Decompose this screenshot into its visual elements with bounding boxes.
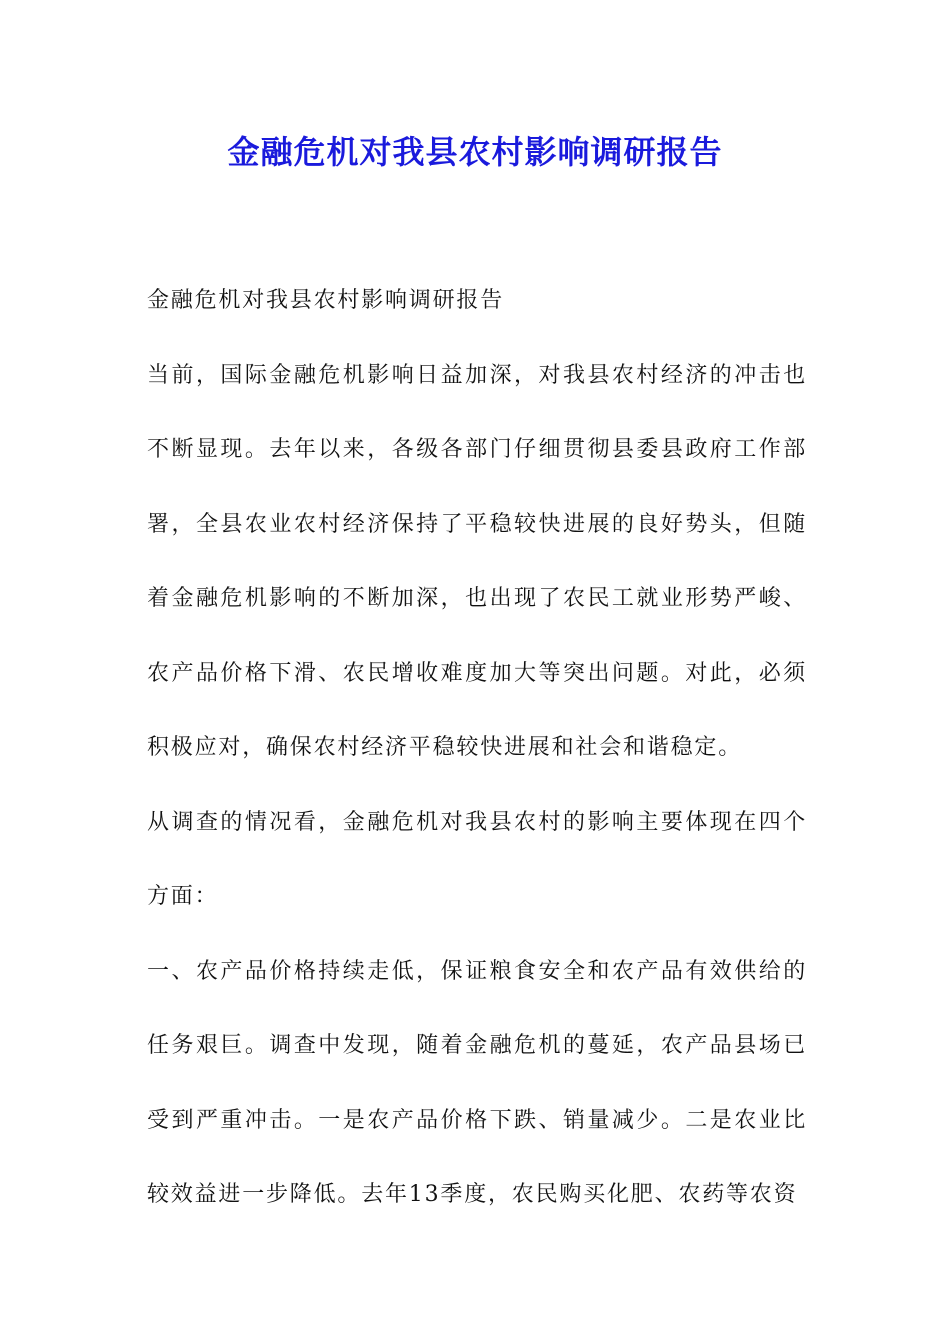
document-body bbox=[147, 264, 807, 1233]
paragraph-survey: 从调查的情况看，金融危机对我县农村的影响主要体现在四个方面： bbox=[147, 809, 807, 909]
document-title: 金融危机对我县农村影响调研报告 bbox=[227, 133, 723, 171]
paragraph-point-one: 一、农产品价格持续走低，保证粮食安全和农产品有效供给的任务艰巨。调查中发现，随着金融危机的蔓延，农产品县场已受到严重冲击。一是农产品价格下跌、销量减少。二是农业比较效益进一步降低。去年13季度，农民购买化肥、农药等农资 bbox=[147, 958, 807, 1207]
paragraph-subtitle: 金融危机对我县农村影响调研报告 bbox=[147, 288, 505, 313]
paragraph-intro: 当前，国际金融危机影响日益加深，对我县农村经济的冲击也不断显现。去年以来，各级各部门仔细贯彻县委县政府工作部署，全县农业农村经济保持了平稳较快进展的良好势头，但随着金融危机影响的不断加深，也出现了农民工就业形势严峻、农产品价格下滑、农民增收难度加大等突出问题。对此，必须积极应对，确保农村经济平稳较快进展和社会和谐稳定。 bbox=[147, 362, 807, 760]
